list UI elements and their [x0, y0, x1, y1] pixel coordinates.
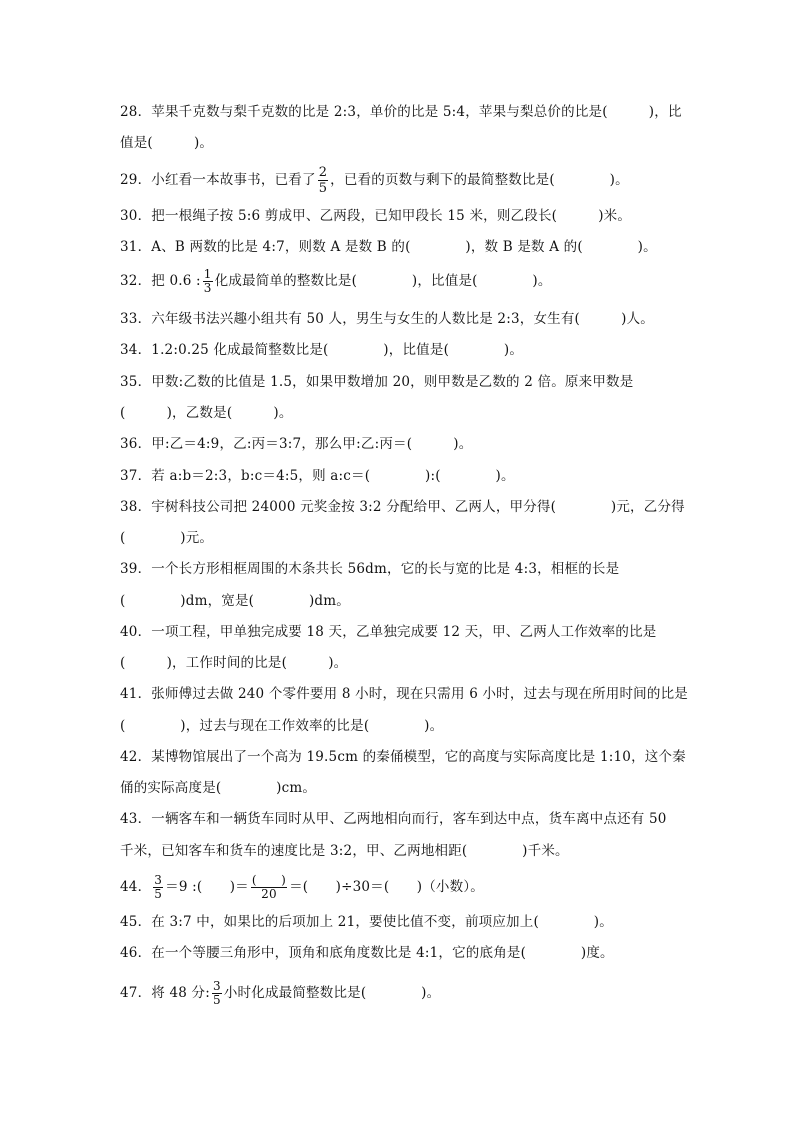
- question-29: [120, 165, 680, 196]
- question-46: 46．在一个等腰三角形中，顶角和底角度数比是 4:1，它的底角是( )度。: [120, 945, 614, 961]
- question-35-line1: 35．甲数:乙数的比值是 1.5，如果甲数增加 20，则甲数是乙数的 2 倍。原来甲数是: [120, 374, 634, 390]
- question-39-line1: 39．一个长方形相框周围的木条共长 56dm，它的长与宽的比是 4:3，相框的长是: [120, 561, 620, 577]
- question-39-line2: ( )dm，宽是( )dm。: [120, 593, 350, 609]
- fraction-three-fifths: $\frac{3}{5}$: [154, 873, 163, 901]
- question-42-line2: 俑的实际高度是( )cm。: [120, 780, 317, 796]
- question-36: 36．甲:乙＝4:9，乙:丙＝3:7，那么甲:乙:丙＝( )。: [120, 436, 473, 452]
- question-37: 37．若 a:b＝2:3，b:c＝4:5，则 a:c＝( ):( )。: [120, 468, 515, 484]
- fraction-two-fifths: $\frac{2}{5}$: [318, 165, 328, 196]
- question-35-line2: ( )，乙数是( )。: [120, 405, 293, 421]
- question-47: [120, 980, 680, 1007]
- question-28-line1: 28．苹果千克数与梨千克数的比是 2:3，单价的比是 5:4，苹果与梨总价的比是( )，比: [120, 104, 682, 120]
- question-29-text-after: ，已看的页数与剩下的最简整数比是( )。: [330, 172, 629, 188]
- fraction-one-third: $\frac{1}{3}$: [203, 267, 212, 295]
- question-44-prefix: 44．: [120, 879, 152, 895]
- question-38-line2: ( )元。: [120, 530, 214, 546]
- question-41-line2: ( )，过去与现在工作效率的比是( )。: [120, 718, 444, 734]
- question-32-text-before: 32．把 0.6 :: [120, 273, 201, 289]
- question-40-line1: 40．一项工程，甲单独完成要 18 天，乙单独完成要 12 天，甲、乙两人工作效率的比是: [120, 624, 657, 640]
- question-44-tail: ＝( )÷30＝( )（小数）。: [289, 879, 484, 895]
- question-41-line1: 41．张师傅过去做 240 个零件要用 8 小时，现在只需用 6 小时，过去与现在所用时间的比是: [120, 686, 688, 702]
- question-29-text-before: 29．小红看一本故事书，已看了: [120, 172, 316, 188]
- question-28-line2: 值是( )。: [120, 135, 214, 151]
- question-38-line1: 38．宇树科技公司把 24000 元奖金按 3:2 分配给甲、乙两人，甲分得( )元，乙分得: [120, 499, 685, 515]
- question-47-text-after: 小时化成最简整数比是( )。: [223, 985, 441, 1001]
- question-31: 31．A、B 两数的比是 4:7，则数 A 是数 B 的( )，数 B 是数 A 的( )。: [120, 239, 657, 255]
- question-47-text-before: 47．将 48 分:: [120, 985, 210, 1001]
- question-33: 33．六年级书法兴趣小组共有 50 人，男生与女生的人数比是 2:3，女生有( )人。: [120, 311, 654, 327]
- fraction-blank-over-twenty: $\frac{( )}{20}$: [251, 873, 287, 901]
- question-34: 34．1.2:0.25 化成最简整数比是( )，比值是( )。: [120, 342, 524, 358]
- question-42-line1: 42．某博物馆展出了一个高为 19.5cm 的秦俑模型，它的高度与实际高度比是 1:10，这个秦: [120, 749, 686, 765]
- question-40-line2: ( )，工作时间的比是( )。: [120, 655, 348, 671]
- question-30: 30．把一根绳子按 5:6 剪成甲、乙两段，已知甲段长 15 米，则乙段长( )米。: [120, 208, 632, 224]
- question-44-middle: ＝9 :( )＝: [165, 879, 249, 895]
- question-32-text-after: 化成最简单的整数比是( )，比值是( )。: [214, 273, 552, 289]
- question-32: [120, 268, 680, 295]
- question-45: 45．在 3:7 中，如果比的后项加上 21，要使比值不变，前项应加上( )。: [120, 914, 613, 930]
- fraction-three-fifths-hour: $\frac{3}{5}$: [213, 979, 221, 1007]
- question-43-line1: 43．一辆客车和一辆货车同时从甲、乙两地相向而行，客车到达中点，货车离中点还有 50: [120, 811, 667, 827]
- question-43-line2: 千米，已知客车和货车的速度比是 3:2，甲、乙两地相距( )千米。: [120, 843, 569, 859]
- question-44: [120, 874, 680, 901]
